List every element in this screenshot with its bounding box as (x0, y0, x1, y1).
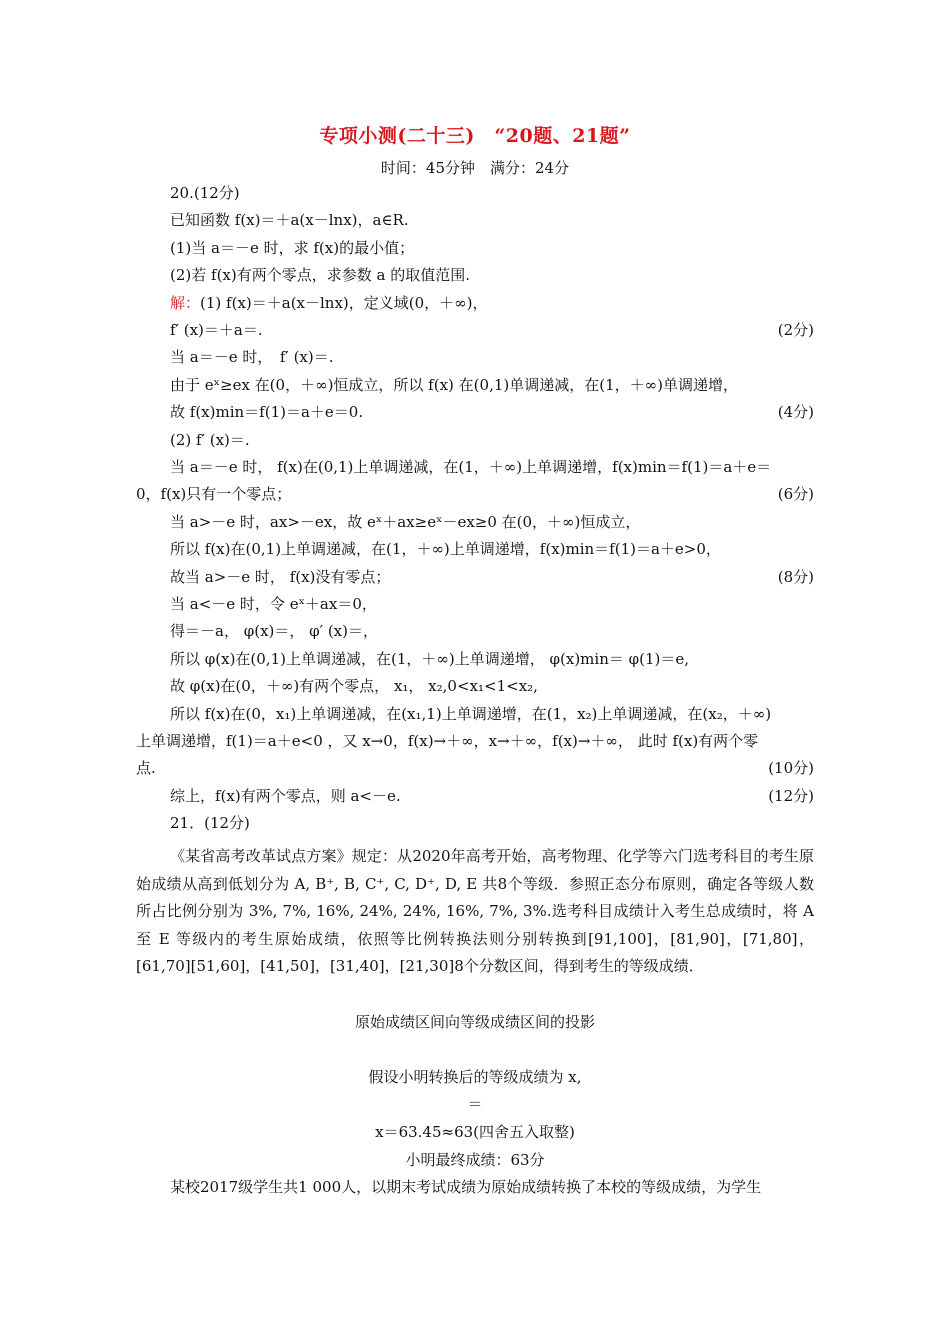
solution-label: 解： (170, 293, 201, 312)
q20-line-text: 综上，f(x)有两个零点，则 a<－e. (170, 786, 401, 805)
q20-line-text: 21．(12分) (170, 814, 250, 833)
q20-line-text: (2)若 f(x)有两个零点，求参数 a 的取值范围. (170, 266, 470, 285)
score-mark: (2分) (777, 321, 814, 339)
q20-line (136, 757, 814, 779)
q20-line-text: f′ (x)＝＋a＝. (170, 321, 263, 339)
q20-line (170, 292, 814, 314)
result-line: x＝63.45≈63(四舍五入取整) (375, 1123, 575, 1141)
score-mark: (6分) (777, 485, 814, 504)
q20-line (170, 374, 814, 396)
q20-line (136, 730, 814, 752)
q20-line (170, 456, 814, 478)
score-mark: (8分) (777, 567, 814, 586)
q20-line (170, 812, 814, 834)
figure-caption: 原始成绩区间向等级成绩区间的投影 (354, 1013, 595, 1031)
q20-line-text: 点. (136, 759, 156, 778)
q20-line (170, 593, 814, 615)
q20-line (170, 401, 814, 423)
trailing-paragraph: 某校2017级学生共1 000人，以期末考试成绩为原始成绩转换了本校的等级成绩，为学生 (170, 1178, 762, 1196)
q20-line (170, 429, 814, 451)
q20-line (170, 511, 814, 533)
q20-line-text: 故当 a>－e 时， f(x)没有零点； (170, 567, 391, 586)
q20-line-text: 所以 f(x)在(0,1)上单调递减，在(1，＋∞)上单调递增，f(x)min＝f(1)＝a＋e>0， (170, 540, 721, 559)
q20-line-text: 当 a＝－e 时， f(x)在(0,1)上单调递减，在(1，＋∞)上单调递增，f(x)min＝f(1)＝a＋e＝ (170, 458, 772, 476)
page-subtitle: 时间：45分钟 满分：24分 (380, 159, 570, 177)
q20-line-text: 0，f(x)只有一个零点； (136, 485, 292, 504)
q20-line (170, 703, 814, 725)
final-score-line: 小明最终成绩：63分 (405, 1151, 545, 1169)
q20-line (170, 319, 814, 341)
q20-line (170, 675, 814, 697)
q20-line (170, 538, 814, 560)
q20-line-text: (1)当 a＝－e 时，求 f(x)的最小值； (170, 238, 415, 257)
q20-line (170, 209, 814, 231)
q20-line-text: 由于 eˣ≥ex 在(0，＋∞)恒成立，所以 f(x) 在(0,1)单调递减，在(1，＋∞)单调递增， (170, 375, 738, 394)
q20-line (170, 566, 814, 588)
q20-line (170, 648, 814, 670)
question-21-paragraph: 《某省高考改革试点方案》规定：从2020年高考开始，高考物理、化学等六门选考科目的考生原始成绩从高到低划分为 A, B⁺, B, C⁺, C, D⁺, D, E 共8个等级．参照正态分布原则，确定各等级人数所占比例分别为 3%, 7%, 16%, 24%, 24%, 16%, 7%, 3%.选考科目成绩计入考生总成绩时，将 A 至 E 等级内的考生原始成绩，依照等比例转换法则分别转换到[91,100]，[81,90]，[71,80]，[61,70][51,60]，[41,50]，[31,40]，[21,30]8个分数区间，得到考生的等级成绩． (136, 847, 814, 975)
q20-line (170, 346, 814, 368)
q20-line-text: 已知函数 f(x)＝＋a(x－lnx)，a∈R. (170, 211, 409, 230)
q20-line-text: (2) f′ (x)＝. (170, 430, 250, 449)
q20-line-text: 得＝－a， φ(x)＝， φ′ (x)＝， (170, 622, 378, 641)
q20-line-text: 所以 f(x)在(0，x₁)上单调递减，在(x₁,1)上单调递增，在(1，x₂)上单调递减，在(x₂，＋∞) (170, 704, 772, 723)
q20-line-text: 上单调递增，f(1)＝a＋e<0 ，又 x→0，f(x)→＋∞，x→＋∞，f(x)→＋∞， 此时 f(x)有两个零 (136, 732, 759, 750)
q20-line-text: 故 φ(x)在(0，＋∞)有两个零点， x₁， x₂,0<x₁<1<x₂, (170, 677, 538, 696)
equation-line: ＝ (467, 1095, 483, 1113)
q20-line-text: 当 a<－e 时，令 eˣ＋ax＝0， (170, 595, 377, 613)
q20-line-text: 当 a＝－e 时， f′ (x)＝. (170, 348, 334, 367)
q20-line (136, 483, 814, 505)
q20-line-text: 当 a>－e 时，ax>－ex，故 eˣ＋ax≥eˣ－ex≥0 在(0，＋∞)恒成立， (170, 512, 641, 531)
score-mark: (4分) (777, 403, 814, 422)
page-title: 专项小测(二十三) “20题、21题” (319, 125, 631, 147)
q20-line-text: 所以 φ(x)在(0,1)上单调递减，在(1，＋∞)上单调递增， φ(x)min＝ φ(1)＝e, (170, 649, 690, 668)
q20-line (170, 237, 814, 259)
q20-line (170, 264, 814, 286)
assumption-line: 假设小明转换后的等级成绩为 x, (368, 1068, 582, 1086)
q20-line (170, 785, 814, 807)
score-mark: (12分) (768, 786, 814, 805)
q20-line-text: (1) f(x)＝＋a(x－lnx)，定义域(0，＋∞)， (200, 293, 488, 312)
score-mark: (10分) (768, 759, 814, 778)
q20-line (170, 620, 814, 642)
q20-line-text: 故 f(x)min＝f(1)＝a＋e＝0. (170, 403, 364, 422)
q20-line (170, 182, 814, 204)
q20-line-text: 20.(12分) (170, 184, 240, 202)
